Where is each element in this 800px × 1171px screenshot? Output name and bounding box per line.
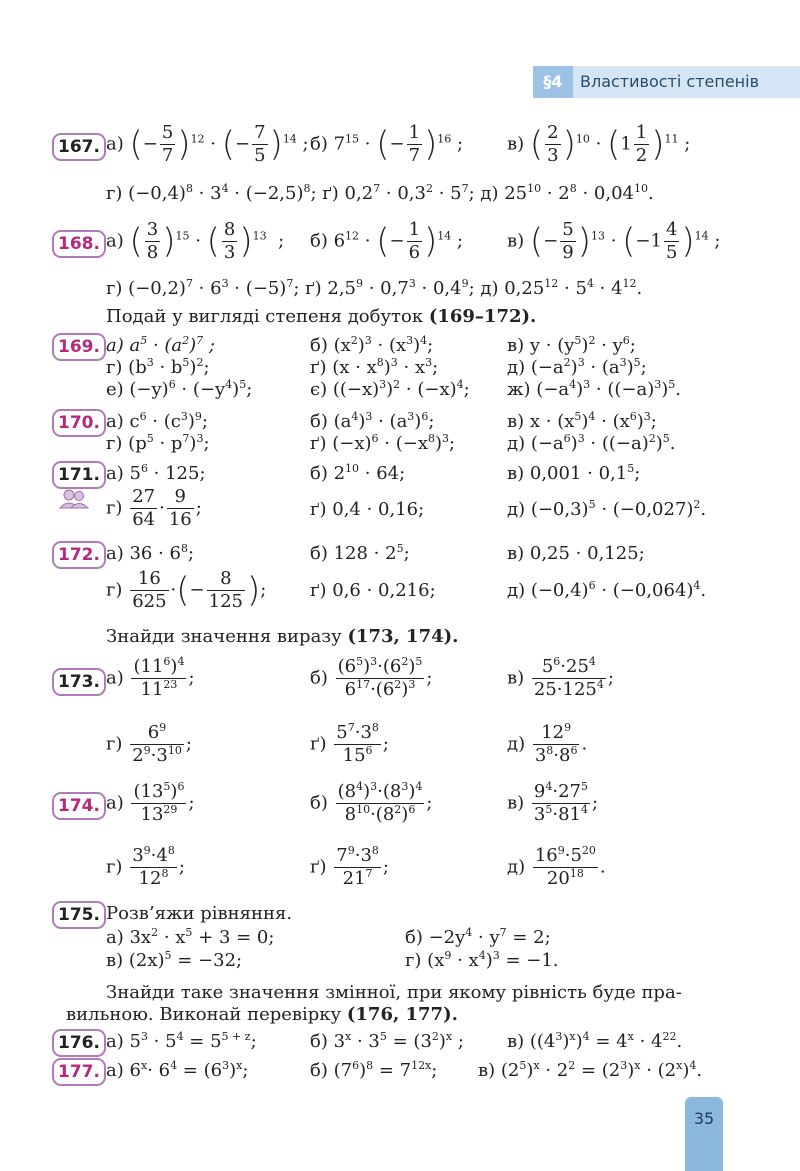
exercise-number-173: 173. (52, 668, 106, 696)
ex170-g: г) $(p^5 \cdot p^7)^3$; (106, 432, 210, 454)
ex171-d: д) $(-0,3)^5 \cdot (-0,027)^2$. (507, 498, 707, 520)
exercise-number-174: 174. (52, 792, 106, 820)
ex167-v: в) ( $\frac{2}{3}$ )$^{10}$ · (1 $\frac{1}{2}$ )$^{11}$ ; (507, 122, 691, 166)
exercise-number-176: 176. (52, 1029, 106, 1057)
ex174-b: б) $\frac{(8^4)^3\cdot(8^3)^4}{8^{10}\cdot(8^2)^6}$ ; (310, 780, 433, 825)
ex175-a: а) $3x^2 \cdot x^5 + 3 = 0$; (106, 926, 275, 948)
ex172-b: б) $128 \cdot 2^5$; (310, 542, 410, 564)
ex173-v: в) $\frac{5^6\cdot 25^4}{25\cdot 125^4}$ ; (507, 655, 614, 700)
section-title: Властивості степенів (580, 72, 759, 91)
ex174-gg: ґ) $\frac{7^9\cdot 3^8}{21^7}$ ; (310, 844, 389, 889)
ex170-b: б) $(a^4)^3 \cdot (a^3)^6$; (310, 410, 435, 432)
ex171-a: а) $5^6 \cdot 125$; (106, 462, 206, 484)
ex171-v: в) $0,001 \cdot 0,1^5$; (507, 462, 641, 484)
ex170-d: д) $(-a^6)^3 \cdot ((-a)^2)^5$. (507, 432, 676, 454)
ex172-gg: ґ) 0,6 · 0,216; (310, 580, 436, 601)
ex169-gg: ґ) $(x \cdot x^8)^3 \cdot x^3$; (310, 356, 439, 378)
section-number: §4 (533, 66, 573, 98)
exercise-number-167: 167. (52, 133, 106, 161)
ex169-e: е) $(-y)^6 \cdot (-y^4)^5$; (106, 378, 253, 400)
ex174-v: в) $\frac{9^4\cdot 27^5}{3^5\cdot 81^4}$ ; (507, 780, 599, 825)
ex177-a: а) $6^x\cdot 6^4 = (6^3)^x$; (106, 1059, 249, 1081)
ex169-b: б) $(x^2)^3 \cdot (x^3)^4$; (310, 334, 434, 356)
instruction-176-line2: вильною. Виконай перевірку (176, 177). (66, 1004, 458, 1025)
ex171-g: г) $\frac{27}{64}$ · $\frac{9}{16}$ ; (106, 486, 202, 530)
ex173-b: б) $\frac{(6^5)^3\cdot(6^2)^5}{6^{17}\cdot(6^2)^3}$ ; (310, 655, 433, 700)
exercise-number-170: 170. (52, 409, 106, 437)
ex170-a: а) $c^6 \cdot (c^3)^9$; (106, 410, 208, 432)
ex174-a: а) $\frac{(13^5)^6}{13^{29}}$ ; (106, 780, 195, 825)
ex167-a: а) (− $\frac{5}{7}$ )$^{12}$ · (− $\frac{7}{5}$ )$^{14}$ ; (106, 122, 309, 166)
ex174-g: г) $\frac{3^9\cdot 4^8}{12^8}$ ; (106, 844, 185, 889)
exercise-number-175: 175. (52, 901, 106, 929)
ex168-a: а) ( $\frac{3}{8}$ )$^{15}$ · ( $\frac{8}{3}$ )$^{13}$ ; (106, 219, 285, 263)
ex169-d: д) $(-a^2)^3 \cdot (a^3)^5$; (507, 356, 647, 378)
exercise-number-177: 177. (52, 1058, 106, 1086)
ex177-v: в) $(2^5)^x \cdot 2^2 = (2^3)^x \cdot (2^x)^4$. (478, 1059, 703, 1081)
ex172-v: в) 0,25 · 0,125; (507, 543, 645, 564)
ex172-d: д) $(-0,4)^6 \cdot (-0,064)^4$. (507, 579, 707, 601)
instruction-173: Знайди значення виразу (173, 174). (106, 626, 459, 647)
ex169-zh: ж) $(-a^4)^3 \cdot ((-a)^3)^5$. (507, 378, 681, 400)
instruction-176-line1: Знайди таке значення змінної, при якому рівність буде пра- (106, 982, 682, 1003)
ex175-instruction: Розв’яжи рівняння. (106, 903, 293, 924)
ex175-v: в) $(2x)^5 = -32$; (106, 949, 243, 971)
ex169-g: г) $(b^3 \cdot b^5)^2$; (106, 356, 210, 378)
exercise-number-171: 171. (52, 461, 106, 489)
ex176-a: а) $5^3 \cdot 5^4 = 5^{5 + z}$; (106, 1030, 257, 1052)
ex170-v: в) $x \cdot (x^5)^4 \cdot (x^6)^3$; (507, 410, 657, 432)
ex169-v: в) $y \cdot (y^5)^2 \cdot y^6$; (507, 334, 636, 356)
ex168-g: г) $(-0,2)^7 \cdot 6^3 \cdot (-5)^7$; ґ) $2,5^9 \cdot 0,7^3 \cdot 0,4^9$; д) $0,25^{12} \cdot 5^4 \cdot 4^{12}$. (106, 277, 643, 299)
exercise-number-172: 172. (52, 541, 106, 569)
ex171-b: б) $2^{10} \cdot 64$; (310, 462, 406, 484)
ex167-b: б) $7^{15}$ · (− $\frac{1}{7}$ )$^{16}$ ; (310, 122, 464, 166)
ex174-d: д) $\frac{16^9\cdot 5^{20}}{20^{18}}$ . (507, 844, 606, 889)
ex167-g: г) $(-0,4)^8 \cdot 3^4 \cdot (-2,5)^8$; ґ) $0,2^7 \cdot 0,3^2 \cdot 5^7$; д) $25^{10} \cdot 2^8 \cdot 0,04^{10}$. (106, 182, 654, 204)
ex171-gg: ґ) 0,4 · 0,16; (310, 499, 425, 520)
ex169-ye: є) $((-x)^3)^2 \cdot (-x)^4$; (310, 378, 470, 400)
ex168-b: б) $6^{12}$ · (− $\frac{1}{6}$ )$^{14}$ ; (310, 219, 464, 263)
ex172-g: г) $\frac{16}{625}$ ·(− $\frac{8}{125}$ ); (106, 568, 267, 612)
ex173-gg: ґ) $\frac{5^7\cdot 3^8}{15^6}$ ; (310, 721, 389, 766)
ex168-v: в) (− $\frac{5}{9}$ )$^{13}$ · (−1 $\frac{4}{5}$ )$^{14}$ ; (507, 219, 721, 263)
ex175-b: $б) -2y^4 \cdot y^7 = 2$; (405, 926, 551, 948)
section-header (533, 66, 800, 98)
instruction-169: Подай у вигляді степеня добуток (169–172). (106, 306, 537, 327)
exercise-number-169: 169. (52, 333, 106, 361)
ex173-d: д) $\frac{12^9}{3^8\cdot 8^6}$ . (507, 721, 588, 766)
pair-work-icon (57, 488, 91, 510)
ex176-v: в) $((4^3)^x)^4 = 4^x \cdot 4^{22}$. (507, 1030, 683, 1052)
exercise-number-168: 168. (52, 230, 106, 258)
ex173-a: а) $\frac{(11^6)^4}{11^{23}}$ ; (106, 655, 195, 700)
ex176-b: б) $3^x \cdot 3^5 = (3^2)^x$ ; (310, 1030, 464, 1052)
ex172-a: а) $36 \cdot 6^8$; (106, 542, 195, 564)
ex173-g: г) $\frac{6^9}{2^9\cdot 3^{10}}$ ; (106, 721, 192, 766)
ex170-gg: ґ) $(-x)^6 \cdot (-x^8)^3$; (310, 432, 456, 454)
ex177-b: б) $(7^6)^8 = 7^{12x}$; (310, 1059, 438, 1081)
page-number: 35 (685, 1097, 723, 1171)
ex175-g: г) $(x^9 \cdot x^4)^3 = -1$. (405, 949, 559, 971)
ex169-row1: а) $a^5 \cdot (a^2)^7$ ; (106, 334, 215, 356)
